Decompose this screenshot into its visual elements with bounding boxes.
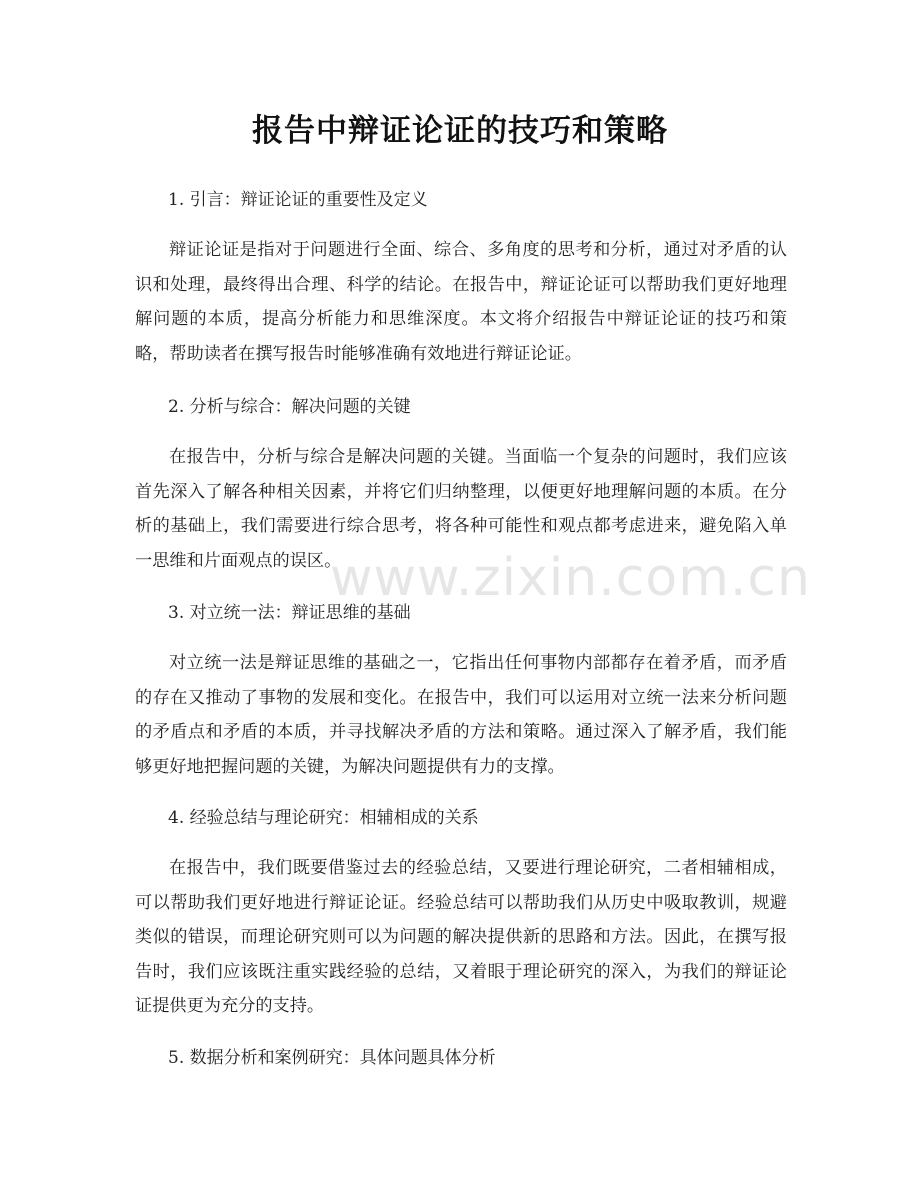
section-heading-2: 2. 分析与综合：解决问题的关键 [168,397,411,417]
section-heading-1: 1. 引言：辩证论证的重要性及定义 [168,190,428,210]
section-heading-5: 5. 数据分析和案例研究：具体问题具体分析 [168,1048,496,1068]
section-body-4: 在报告中，我们既要借鉴过去的经验总结，又要进行理论研究，二者相辅相成，可以帮助我们更好地进行辩证论证。经验总结可以帮助我们从历史中吸取教训，规避类似的错误，而理论研究则可以为问题的解决提供新的思路和方法。因此，在撰写报告时，我们应该既注重实践经验的总结，又着眼于理论研究的深入，为我们的辩证论证提供更为充分的支持。 [135,858,787,1016]
section-body-3: 对立统一法是辩证思维的基础之一，它指出任何事物内部都存在着矛盾，而矛盾的存在又推动了事物的发展和变化。在报告中，我们可以运用对立统一法来分析问题的矛盾点和矛盾的本质，并寻找解决矛盾的方法和策略。通过深入了解矛盾，我们能够更好地把握问题的关键，为解决问题提供有力的支撑。 [135,653,787,777]
document-title: 报告中辩证论证的技巧和策略 [252,113,668,149]
section-heading-3: 3. 对立统一法：辩证思维的基础 [168,603,411,623]
watermark: www.zixin.com.cn [330,548,811,608]
section-heading-4: 4. 经验总结与理论研究：相辅相成的关系 [168,808,479,828]
section-body-2: 在报告中，分析与综合是解决问题的关键。当面临一个复杂的问题时，我们应该首先深入了解各种相关因素，并将它们归纳整理，以便更好地理解问题的本质。在分析的基础上，我们需要进行综合思考，将各种可能性和观点都考虑进来，避免陷入单一思维和片面观点的误区。 [135,447,787,571]
section-body-1: 辩证论证是指对于问题进行全面、综合、多角度的思考和分析，通过对矛盾的认识和处理，最终得出合理、科学的结论。在报告中，辩证论证可以帮助我们更好地理解问题的本质，提高分析能力和思维深度。本文将介绍报告中辩证论证的技巧和策略，帮助读者在撰写报告时能够准确有效地进行辩证论证。 [135,240,787,364]
